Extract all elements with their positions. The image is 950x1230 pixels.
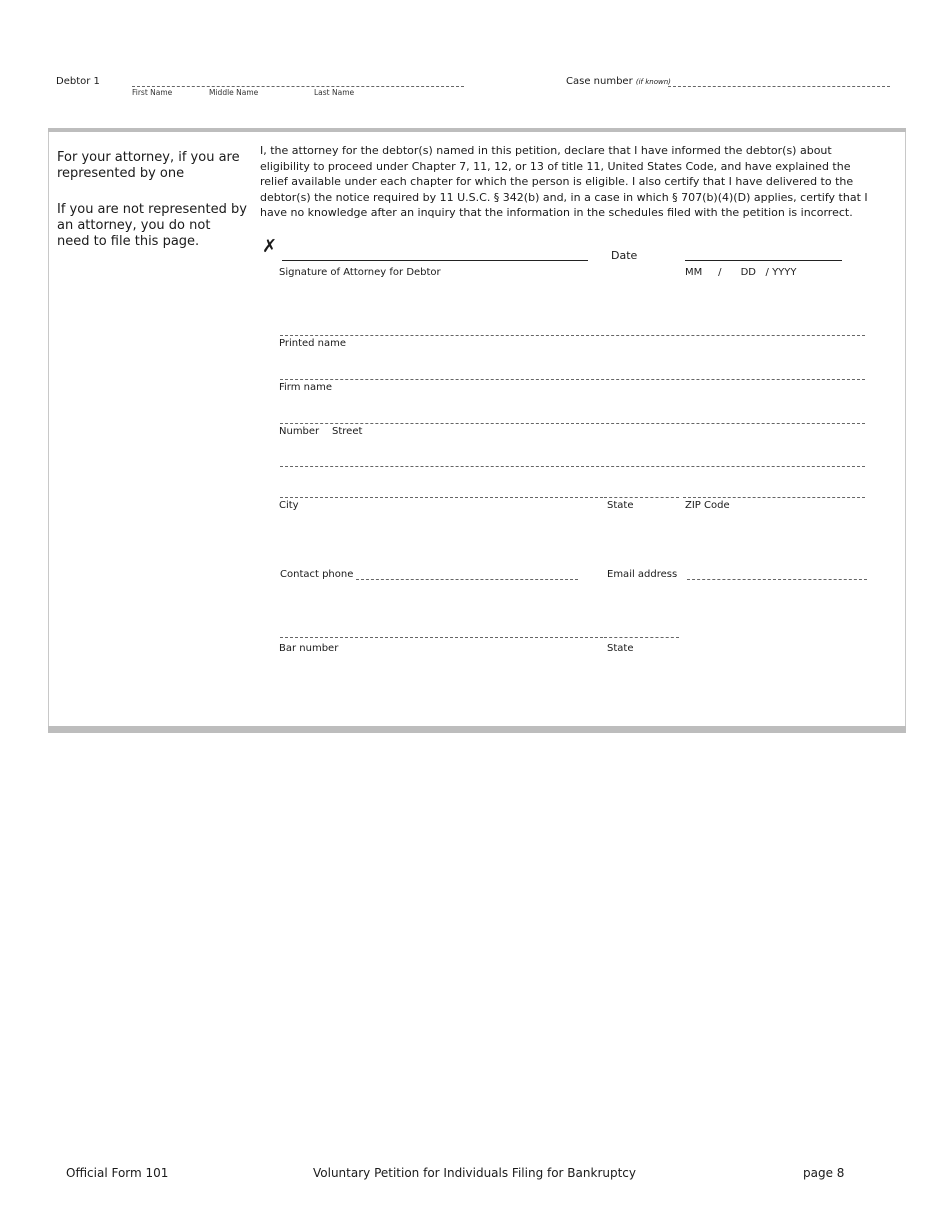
bar-state-field[interactable] [604,637,679,638]
section-heading: For your attorney, if you are represented by one [57,150,240,181]
bar-number-field[interactable] [280,637,603,638]
number-label: Number [279,426,320,437]
last-name-label: Last Name [314,88,355,97]
debtor-name-field[interactable] [132,86,464,87]
date-format-hint: MM / DD / YYYY [685,267,797,278]
city-field[interactable] [280,497,603,498]
first-name-label: First Name [132,88,173,97]
footer-form-title: Voluntary Petition for Individuals Filing for Bankruptcy [313,1166,637,1180]
state-label: State [607,500,634,511]
signature-x-icon: ✗ [262,236,278,257]
firm-name-label: Firm name [279,382,333,393]
case-number-label: Case number (if known) [566,76,671,87]
printed-name-label: Printed name [279,338,347,349]
bar-state-label: State [607,643,634,654]
street-label: Street [332,426,363,437]
section-note: If you are not represented by an attorney, you do not need to file this page. [57,202,247,249]
state-field[interactable] [604,497,679,498]
footer-page-number: page 8 [803,1166,845,1180]
city-label: City [279,500,299,511]
email-label: Email address [607,569,678,580]
email-field[interactable] [687,579,867,580]
zip-field[interactable] [683,497,865,498]
frame-top-rule [48,128,906,132]
case-number-qualifier: (if known) [635,78,671,86]
address-line-2-field[interactable] [280,466,865,467]
signature-label: Signature of Attorney for Debtor [279,267,441,278]
case-number-field[interactable] [668,86,890,87]
date-label: Date [611,249,638,262]
middle-name-label: Middle Name [209,88,259,97]
firm-name-field[interactable] [280,379,865,380]
footer-form-number: Official Form 101 [66,1166,169,1180]
attorney-signature-field[interactable] [282,260,588,261]
signature-date-field[interactable] [685,260,842,261]
frame-right-border [905,132,906,726]
bar-number-label: Bar number [279,643,339,654]
debtor-label: Debtor 1 [56,76,100,87]
contact-phone-label: Contact phone [280,569,354,580]
street-address-field[interactable] [280,423,865,424]
frame-left-border [48,132,49,726]
contact-phone-field[interactable] [356,579,578,580]
attorney-declaration: I, the attorney for the debtor(s) named in this petition, declare that I have informed the debtor(s) about eligibility to proceed under Chapter 7, 11, 12, or 13 of title 11, United States Code, and have explained the relief available under each chapter for which the person is eligible. I also certify that I have delivered to the debtor(s) the notice required by 11 U.S.C. § 342(b) and, in a case in which § 707(b)(4)(D) applies, certify that I have no knowledge after an inquiry that the information in the schedules filed with the petition is incorrect. [260,144,868,219]
frame-bottom-rule [48,726,906,733]
printed-name-field[interactable] [280,335,865,336]
zip-label: ZIP Code [685,500,730,511]
